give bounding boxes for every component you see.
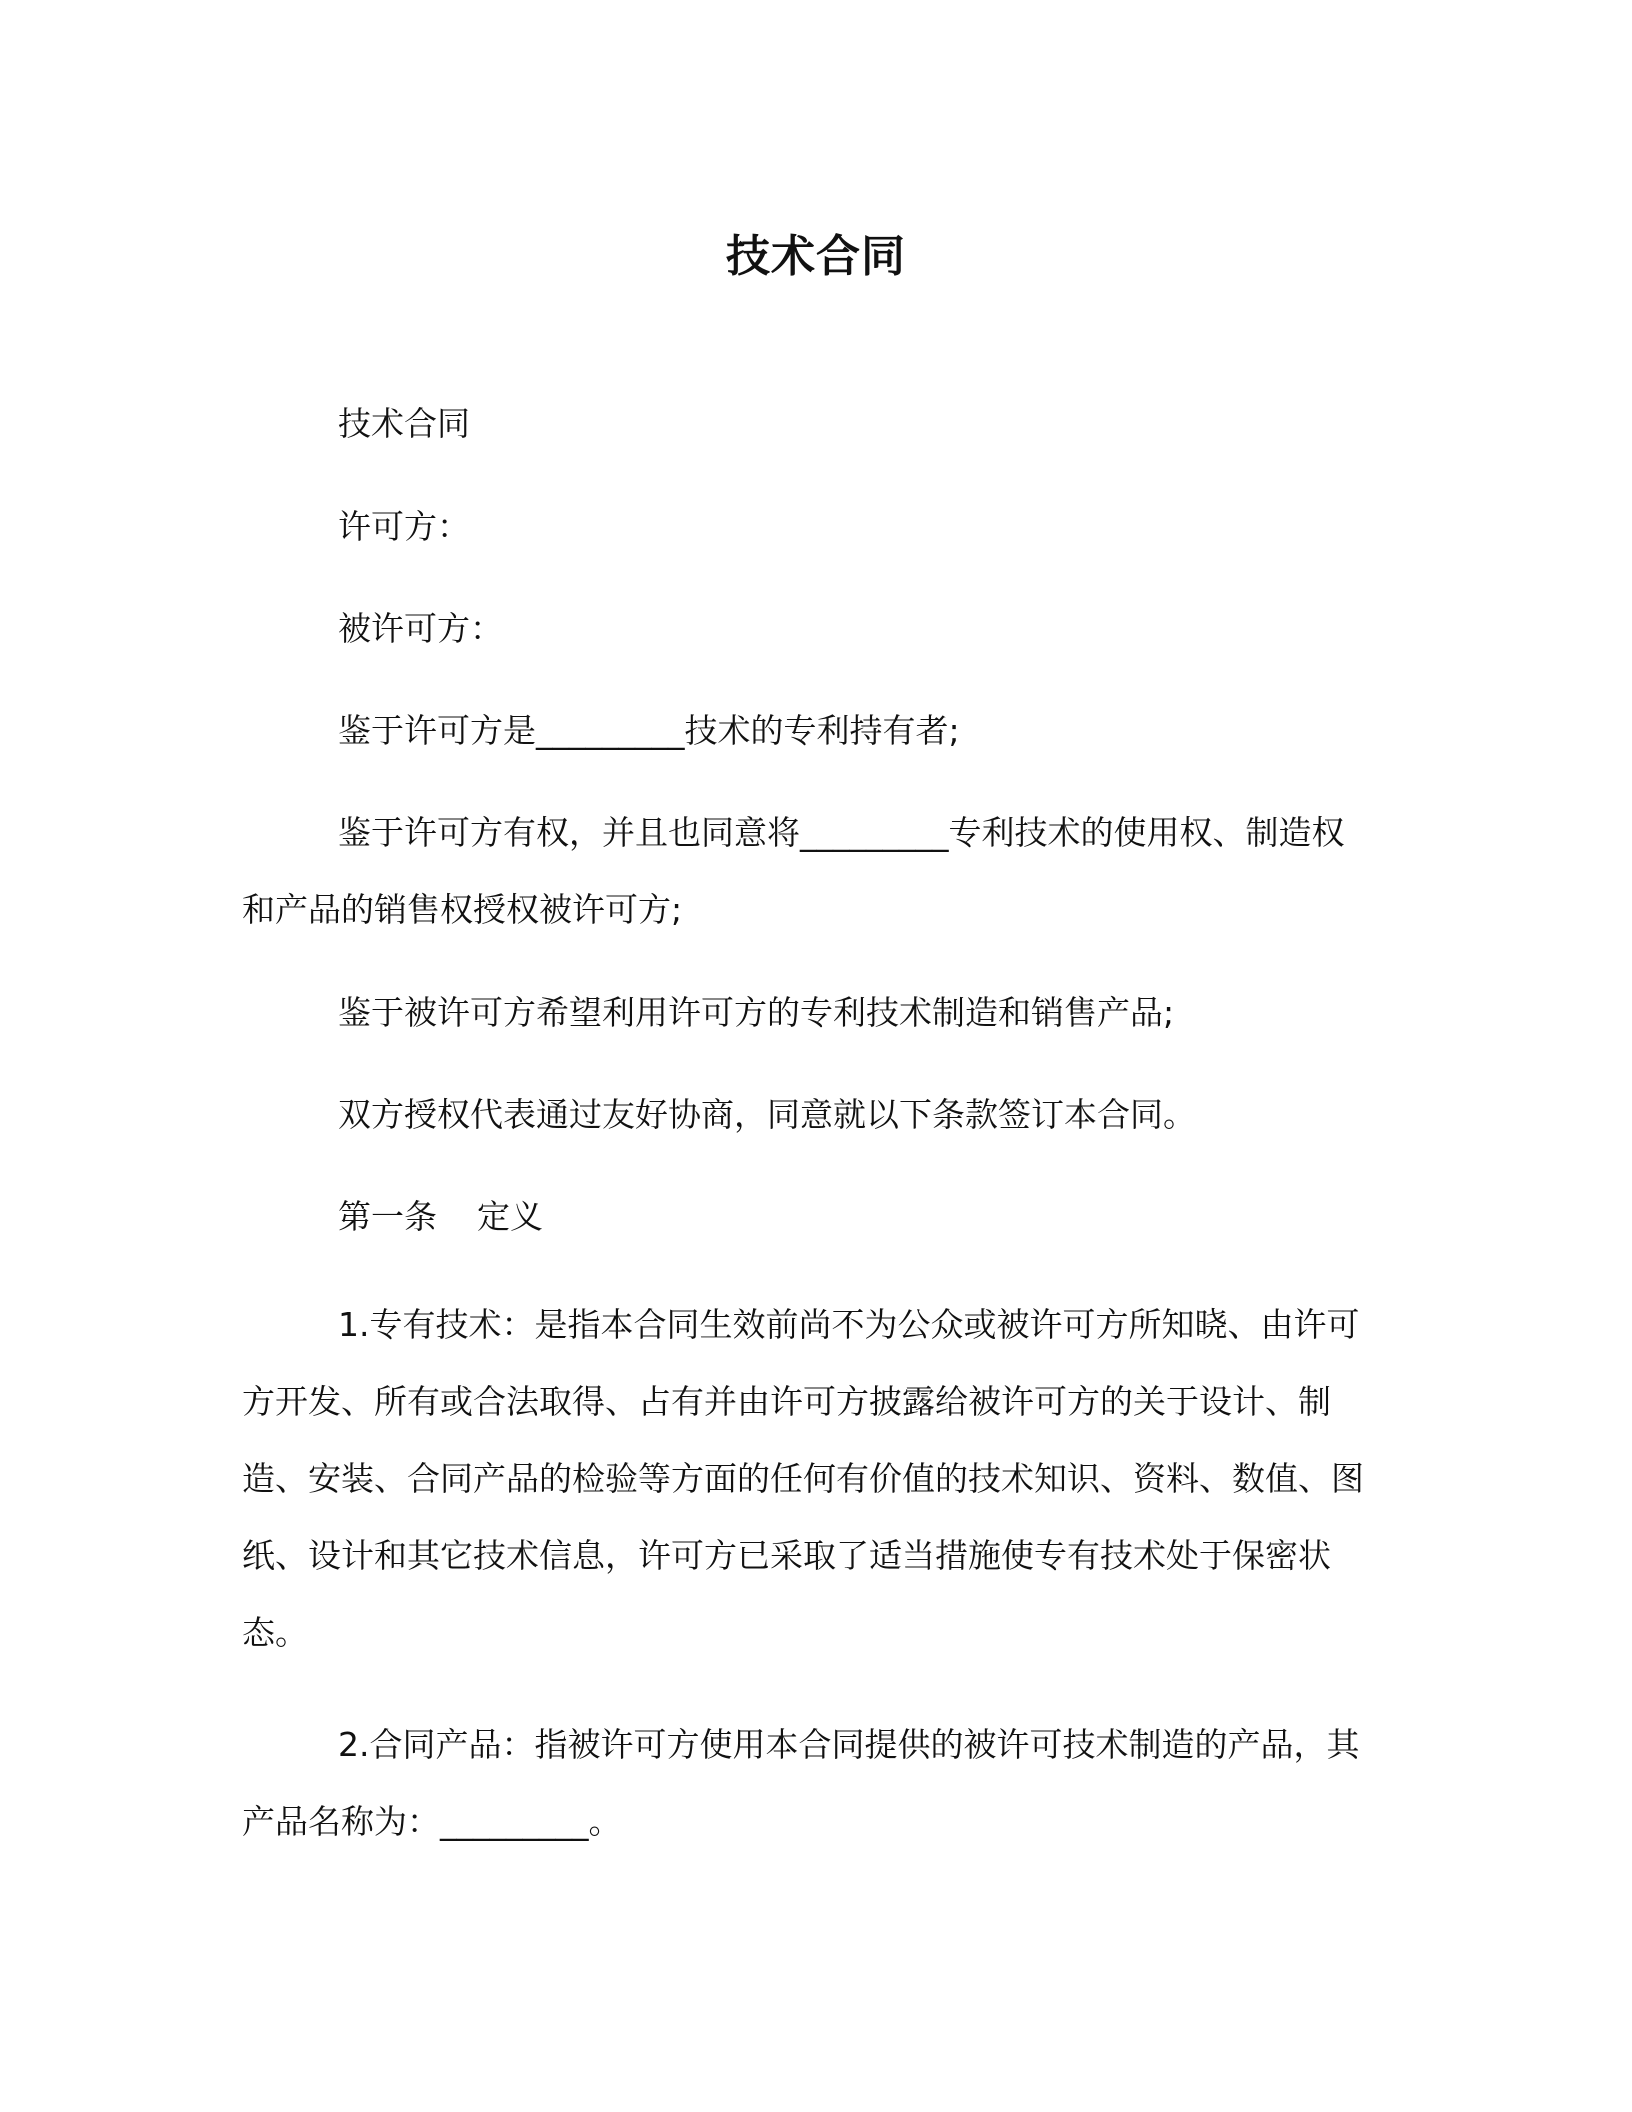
paragraph-recital-1: 鉴于许可方是_________技术的专利持有者; — [338, 711, 960, 750]
paragraph-licensee: 被许可方： — [338, 609, 503, 648]
document-title: 技术合同 — [726, 231, 906, 282]
definition-contract-product: 2.合同产品：指被许可方使用本合同提供的被许可技术制造的产品，其产品名称为：_________。 — [242, 1725, 1360, 1841]
article-1-title: 定义 — [477, 1197, 543, 1236]
definition-know-how: 1.专有技术：是指本合同生效前尚不为公众或被许可方所知晓、由许可方开发、所有或合法取得、占有并由许可方披露给被许可方的关于设计、制造、安装、合同产品的检验等方面的任何有价值的技术知识、资料、数值、图纸、设计和其它技术信息，许可方已采取了适当措施使专有技术处于保密状态。 — [242, 1305, 1364, 1652]
paragraph-recital-2: 鉴于许可方有权，并且也同意将_________专利技术的使用权、制造权和产品的销售权授权被许可方; — [242, 813, 1345, 929]
article-1-heading — [242, 1178, 1367, 1255]
paragraph-recital-3: 鉴于被许可方希望利用许可方的专利技术制造和销售产品; — [338, 993, 1175, 1032]
paragraph-agreement: 双方授权代表通过友好协商，同意就以下条款签订本合同。 — [338, 1095, 1196, 1134]
article-1-number: 第一条 — [338, 1197, 437, 1236]
paragraph-heading-repeat: 技术合同 — [338, 404, 470, 443]
paragraph-licensor: 许可方： — [338, 507, 470, 546]
